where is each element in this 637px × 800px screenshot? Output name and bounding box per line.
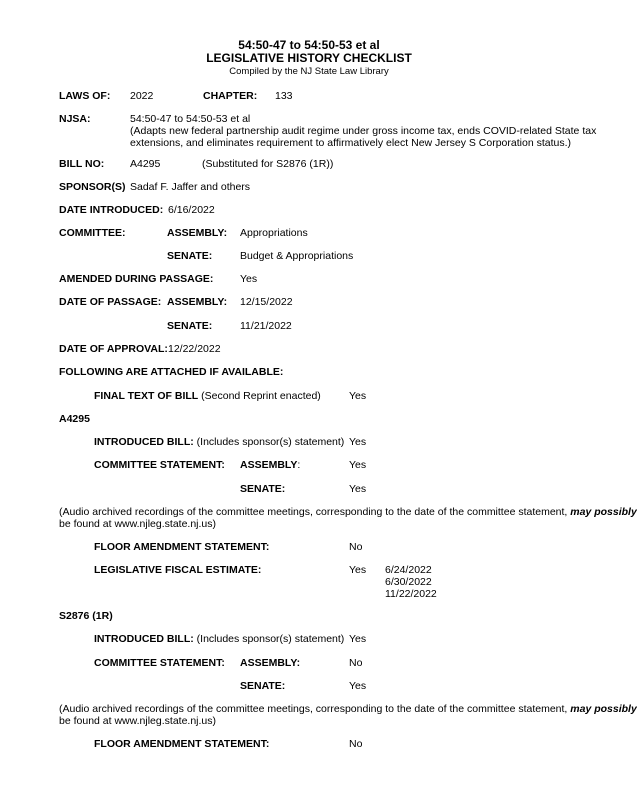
attached-heading: FOLLOWING ARE ATTACHED IF AVAILABLE: xyxy=(59,366,284,378)
a4295-audio-pre: (Audio archived recordings of the committee meetings, corresponding to the date of the committee statement, xyxy=(59,506,571,518)
bill-substituted: (Substituted for S2876 (1R)) xyxy=(202,158,334,170)
sponsor-label: SPONSOR(S) xyxy=(59,181,126,193)
compiled-by: Compiled by the NJ State Law Library xyxy=(229,66,389,77)
a4295-fiscal-date: 11/22/2022 xyxy=(385,588,437,600)
passage-senate-label: SENATE: xyxy=(167,320,213,332)
date-of-approval-value: 12/22/2022 xyxy=(168,343,221,355)
amended-value: Yes xyxy=(240,273,258,285)
a4295-assembly-label xyxy=(240,459,300,472)
a4295-assembly-value: Yes xyxy=(349,459,367,471)
a4295-committee-label: COMMITTEE STATEMENT: xyxy=(94,459,225,471)
date-of-approval-label: DATE OF APPROVAL: xyxy=(59,343,168,355)
a4295-fiscal-value: Yes xyxy=(349,564,367,576)
a4295-fiscal-label: LEGISLATIVE FISCAL ESTIMATE: xyxy=(94,564,262,576)
committee-senate-value: Budget & Appropriations xyxy=(240,250,354,262)
bill-no-label: BILL NO: xyxy=(59,158,105,170)
document-title: 54:50-47 to 54:50-53 et al xyxy=(238,38,380,52)
committee-assembly-label: ASSEMBLY: xyxy=(167,227,228,239)
chapter-value: 133 xyxy=(275,90,293,102)
njsa-description-line1: (Adapts new federal partnership audit regime under gross income tax, ends COVID-related State tax xyxy=(130,125,597,137)
chapter-label: CHAPTER: xyxy=(203,90,258,102)
njsa-value: 54:50-47 to 54:50-53 et al xyxy=(130,113,251,125)
s2876-introduced-bold: INTRODUCED BILL: xyxy=(94,633,194,645)
s2876-heading: S2876 (1R) xyxy=(59,610,113,622)
bill-no-value: A4295 xyxy=(130,158,161,170)
s2876-committee-label: COMMITTEE STATEMENT: xyxy=(94,657,225,669)
final-text-label-rest: (Second Reprint enacted) xyxy=(198,390,321,402)
date-of-passage-label: DATE OF PASSAGE: xyxy=(59,296,162,308)
passage-senate-value: 11/21/2022 xyxy=(240,320,292,332)
a4295-fiscal-date: 6/30/2022 xyxy=(385,576,432,588)
laws-of-label: LAWS OF: xyxy=(59,90,111,102)
passage-assembly-label: ASSEMBLY: xyxy=(167,296,228,308)
njsa-label: NJSA: xyxy=(59,113,91,125)
s2876-assembly-value: No xyxy=(349,657,363,669)
a4295-introduced-rest: (Includes sponsor(s) statement) xyxy=(193,436,345,448)
a4295-introduced-label xyxy=(94,436,344,449)
s2876-introduced-label xyxy=(94,633,344,646)
s2876-floor-label: FLOOR AMENDMENT STATEMENT: xyxy=(94,738,270,750)
document-subtitle: LEGISLATIVE HISTORY CHECKLIST xyxy=(206,51,412,65)
sponsor-value: Sadaf F. Jaffer and others xyxy=(130,181,251,193)
committee-assembly-value: Appropriations xyxy=(240,227,308,239)
date-introduced-label: DATE INTRODUCED: xyxy=(59,204,164,216)
passage-assembly-value: 12/15/2022 xyxy=(240,296,293,308)
a4295-senate-label: SENATE: xyxy=(240,483,286,495)
final-text-label xyxy=(94,390,321,403)
s2876-floor-value: No xyxy=(349,738,363,750)
a4295-introduced-bold: INTRODUCED BILL: xyxy=(94,436,194,448)
s2876-assembly-label: ASSEMBLY: xyxy=(240,657,301,669)
a4295-audio-emph: may possibly xyxy=(570,506,637,518)
a4295-assembly-colon: : xyxy=(297,459,301,471)
s2876-senate-label: SENATE: xyxy=(240,680,286,692)
s2876-audio-emph: may possibly xyxy=(570,703,637,715)
a4295-floor-label: FLOOR AMENDMENT STATEMENT: xyxy=(94,541,270,553)
final-text-label-bold: FINAL TEXT OF BILL xyxy=(94,390,199,402)
committee-senate-label: SENATE: xyxy=(167,250,213,262)
s2876-introduced-rest: (Includes sponsor(s) statement) xyxy=(193,633,345,645)
a4295-assembly-bold: ASSEMBLY xyxy=(240,459,298,471)
laws-of-value: 2022 xyxy=(130,90,154,102)
a4295-fiscal-date: 6/24/2022 xyxy=(385,564,432,576)
a4295-heading: A4295 xyxy=(59,413,90,425)
final-text-value: Yes xyxy=(349,390,367,402)
s2876-introduced-value: Yes xyxy=(349,633,367,645)
committee-label: COMMITTEE: xyxy=(59,227,126,239)
a4295-introduced-value: Yes xyxy=(349,436,367,448)
s2876-senate-value: Yes xyxy=(349,680,367,692)
s2876-audio-line2: be found at www.njleg.state.nj.us) xyxy=(59,715,217,727)
amended-label: AMENDED DURING PASSAGE: xyxy=(59,273,214,285)
njsa-description-line2: extensions, and eliminates requirement to affirmatively elect New Jersey S Corporation status.) xyxy=(130,137,572,149)
a4295-audio-line2: be found at www.njleg.state.nj.us) xyxy=(59,518,217,530)
s2876-audio-pre: (Audio archived recordings of the committee meetings, corresponding to the date of the committee statement, xyxy=(59,703,571,715)
date-introduced-value: 6/16/2022 xyxy=(168,204,215,216)
a4295-senate-value: Yes xyxy=(349,483,367,495)
a4295-floor-value: No xyxy=(349,541,363,553)
